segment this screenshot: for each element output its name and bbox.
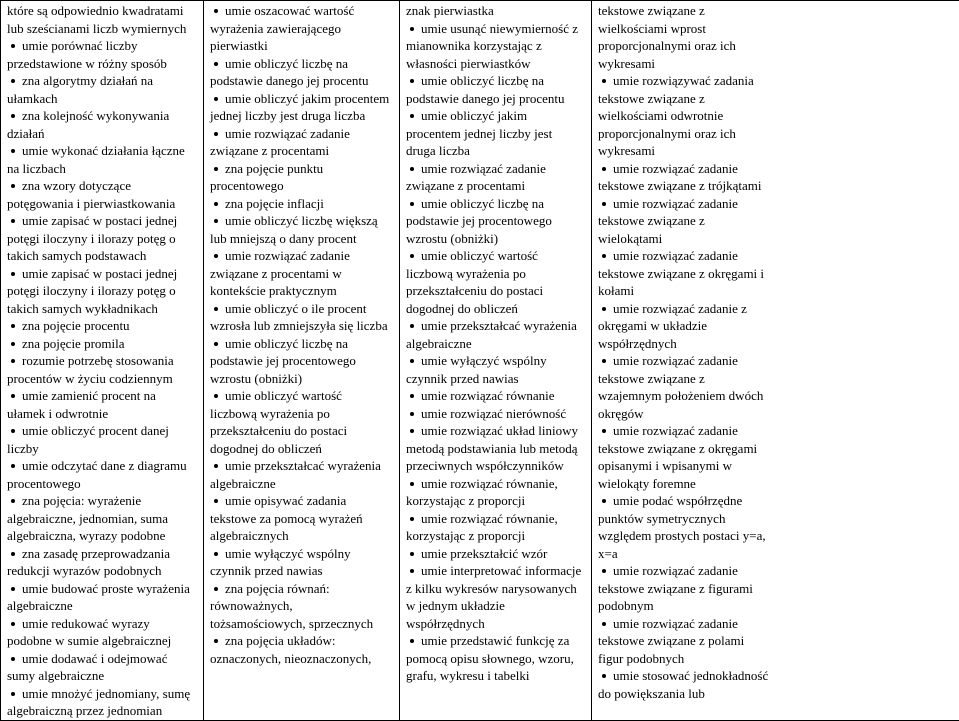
- requirement-item: [210, 247, 390, 300]
- requirement-item: [598, 247, 770, 300]
- requirement-item: [598, 352, 770, 422]
- requirement-item: [7, 335, 197, 353]
- requirement-item: [7, 317, 197, 335]
- requirement-item: [210, 492, 390, 545]
- bullet-icon: [214, 552, 218, 556]
- column-text: [7, 2, 197, 720]
- requirement-text: zna pojęcia: wyrażenie algebraiczne, jednomian, suma algebraiczna, wyrazy podobne: [7, 493, 168, 543]
- requirement-text: umie obliczyć liczbę na podstawie jej procentowego wzrostu (obniżki): [210, 336, 356, 386]
- requirement-text: umie rozwiązać zadanie tekstowe związane z okręgami opisanymi i wpisanymi w wielokąty foremne: [598, 423, 757, 491]
- requirement-item: [598, 667, 770, 702]
- bullet-icon: [11, 587, 15, 591]
- bullet-icon: [410, 202, 414, 206]
- bullet-icon: [11, 394, 15, 398]
- column-text: [406, 2, 584, 685]
- requirement-text: umie przedstawić funkcję za pomocą opisu słownego, wzoru, grafu, wykresu i tabelki: [406, 633, 574, 683]
- requirement-text: umie przekształcać wyrażenia algebraiczne: [210, 458, 381, 491]
- requirement-text: umie odczytać dane z diagramu procentowego: [7, 458, 187, 491]
- bullet-icon: [214, 639, 218, 643]
- requirements-column-1: [1, 1, 204, 721]
- bullet-icon: [410, 114, 414, 118]
- requirement-item: [210, 300, 390, 335]
- requirement-item: [406, 317, 584, 352]
- requirements-column-4: [592, 1, 959, 721]
- requirement-item: [7, 492, 197, 545]
- bullet-icon: [602, 429, 606, 433]
- requirement-item: [210, 195, 390, 213]
- requirement-item: [598, 160, 770, 195]
- requirement-item: [598, 422, 770, 492]
- requirement-text: umie usunąć niewymierność z mianownika korzystając z własności pierwiastków: [406, 21, 578, 71]
- bullet-icon: [410, 517, 414, 521]
- requirement-item: [406, 387, 584, 405]
- bullet-icon: [11, 342, 15, 346]
- bullet-icon: [602, 307, 606, 311]
- bullet-icon: [410, 412, 414, 416]
- requirement-item: [598, 615, 770, 668]
- bullet-icon: [410, 552, 414, 556]
- requirement-item: [210, 55, 390, 90]
- requirement-text: umie obliczyć liczbę na podstawie jej procentowego wzrostu (obniżki): [406, 196, 552, 246]
- requirement-text: umie wykonać działania łączne na liczbach: [7, 143, 185, 176]
- bullet-icon: [11, 622, 15, 626]
- requirement-item: [406, 107, 584, 160]
- requirement-item: [210, 125, 390, 160]
- requirement-item: [210, 387, 390, 457]
- bullet-icon: [410, 254, 414, 258]
- bullet-icon: [11, 657, 15, 661]
- bullet-icon: [410, 359, 414, 363]
- requirement-item: [7, 212, 197, 265]
- requirement-text: umie zapisać w postaci jednej potęgi iloczyny i ilorazy potęg o takich samych wykładnikach: [7, 266, 177, 316]
- bullet-icon: [11, 324, 15, 328]
- requirement-text: umie wyłączyć wspólny czynnik przed nawias: [406, 353, 547, 386]
- requirement-item: [7, 422, 197, 457]
- requirement-text: umie rozwiązywać zadania tekstowe związane z wielkościami odwrotnie proporcjonalnymi oraz ich wykresami: [598, 73, 754, 158]
- requirement-text: umie obliczyć jakim procentem jednej liczby jest druga liczba: [210, 91, 389, 124]
- bullet-icon: [214, 62, 218, 66]
- requirement-text: umie rozwiązać zadanie związane z procentami: [210, 126, 350, 159]
- bullet-icon: [11, 692, 15, 696]
- continued-item-text: znak pierwiastka: [406, 2, 584, 20]
- column-text: [598, 2, 770, 702]
- requirement-text: umie obliczyć liczbę na podstawie danego jej procentu: [406, 73, 564, 106]
- requirement-item: [7, 265, 197, 318]
- requirement-text: umie oszacować wartość wyrażenia zawierającego pierwiastki: [210, 3, 354, 53]
- requirement-item: [598, 72, 770, 160]
- requirement-text: umie dodawać i odejmować sumy algebraiczne: [7, 651, 167, 684]
- requirement-item: [210, 580, 390, 633]
- bullet-icon: [214, 97, 218, 101]
- requirements-row: [1, 1, 959, 721]
- requirement-item: [406, 545, 584, 563]
- requirement-text: umie rozwiązać zadanie tekstowe związane z wzajemnym położeniem dwóch okręgów: [598, 353, 763, 421]
- bullet-icon: [11, 272, 15, 276]
- requirement-item: [7, 72, 197, 107]
- requirement-item: [598, 300, 770, 353]
- requirements-column-2: [204, 1, 400, 721]
- requirement-text: umie podać współrzędne punktów symetrycznych względem prostych postaci y=a, x=a: [598, 493, 766, 561]
- bullet-icon: [602, 569, 606, 573]
- requirement-text: umie rozwiązać zadanie tekstowe związane z trójkątami: [598, 161, 762, 194]
- requirement-text: zna pojęcie punktu procentowego: [210, 161, 323, 194]
- requirement-text: umie obliczyć procent danej liczby: [7, 423, 169, 456]
- requirement-item: [7, 615, 197, 650]
- requirement-text: umie rozwiązać zadanie tekstowe związane z polami figur podobnych: [598, 616, 744, 666]
- requirement-item: [210, 335, 390, 388]
- bullet-icon: [214, 587, 218, 591]
- bullet-icon: [214, 132, 218, 136]
- requirement-item: [7, 177, 197, 212]
- bullet-icon: [11, 219, 15, 223]
- bullet-icon: [214, 394, 218, 398]
- requirement-item: [7, 650, 197, 685]
- bullet-icon: [410, 429, 414, 433]
- requirement-text: umie obliczyć jakim procentem jednej liczby jest druga liczba: [406, 108, 552, 158]
- requirement-text: zna zasadę przeprowadzania redukcji wyrazów podobnych: [7, 546, 170, 579]
- requirement-item: [7, 580, 197, 615]
- requirement-text: umie redukować wyrazy podobne w sumie algebraicznej: [7, 616, 171, 649]
- bullet-icon: [602, 622, 606, 626]
- bullet-icon: [410, 79, 414, 83]
- requirement-text: umie obliczyć o ile procent wzrosła lub zmniejszyła się liczba: [210, 301, 388, 334]
- bullet-icon: [410, 394, 414, 398]
- bullet-icon: [214, 342, 218, 346]
- requirement-item: [598, 195, 770, 248]
- requirement-text: umie rozwiązać zadanie tekstowe związane z wielokątami: [598, 196, 738, 246]
- requirement-item: [406, 195, 584, 248]
- requirement-item: [210, 90, 390, 125]
- continued-item-text: tekstowe związane z wielkościami wprost proporcjonalnymi oraz ich wykresami: [598, 2, 770, 72]
- requirement-text: zna algorytmy działań na ułamkach: [7, 73, 153, 106]
- requirement-item: [7, 545, 197, 580]
- requirement-item: [406, 405, 584, 423]
- requirement-text: zna pojęcie procentu: [22, 318, 130, 333]
- requirement-text: umie zamienić procent na ułamek i odwrotnie: [7, 388, 156, 421]
- requirement-text: umie obliczyć wartość liczbową wyrażenia po przekształceniu do postaci dogodnej do obliczeń: [406, 248, 543, 316]
- bullet-icon: [214, 167, 218, 171]
- requirement-text: rozumie potrzebę stosowania procentów w życiu codziennym: [7, 353, 174, 386]
- bullet-icon: [11, 359, 15, 363]
- requirement-text: zna pojęcie inflacji: [225, 196, 324, 211]
- requirement-item: [406, 352, 584, 387]
- requirement-item: [7, 387, 197, 422]
- requirement-text: umie interpretować informacje z kilku wykresów narysowanych w jednym układzie współrzędnych: [406, 563, 581, 631]
- requirement-text: umie rozwiązać zadanie związane z procentami w kontekście praktycznym: [210, 248, 350, 298]
- bullet-icon: [410, 167, 414, 171]
- requirement-text: umie wyłączyć wspólny czynnik przed nawias: [210, 546, 351, 579]
- bullet-icon: [214, 464, 218, 468]
- bullet-icon: [214, 9, 218, 13]
- bullet-icon: [410, 324, 414, 328]
- requirement-item: [406, 510, 584, 545]
- requirement-text: umie zapisać w postaci jednej potęgi iloczyny i ilorazy potęg o takich samych podstawach: [7, 213, 177, 263]
- requirement-item: [7, 142, 197, 177]
- bullet-icon: [602, 79, 606, 83]
- requirement-text: umie rozwiązać zadanie związane z procentami: [406, 161, 546, 194]
- requirement-item: [406, 247, 584, 317]
- requirement-item: [406, 20, 584, 73]
- bullet-icon: [410, 639, 414, 643]
- requirement-text: umie mnożyć jednomiany, sumę algebraiczną przez jednomian: [7, 686, 190, 719]
- bullet-icon: [410, 27, 414, 31]
- requirement-text: umie rozwiązać zadanie tekstowe związane z figurami podobnym: [598, 563, 753, 613]
- requirement-item: [210, 457, 390, 492]
- requirement-text: zna kolejność wykonywania działań: [7, 108, 169, 141]
- bullet-icon: [11, 79, 15, 83]
- bullet-icon: [602, 167, 606, 171]
- requirement-text: zna wzory dotyczące potęgowania i pierwiastkowania: [7, 178, 175, 211]
- requirement-text: umie opisywać zadania tekstowe za pomocą wyrażeń algebraicznych: [210, 493, 363, 543]
- bullet-icon: [11, 149, 15, 153]
- column-text: [210, 2, 390, 667]
- requirement-text: umie rozwiązać nierówność: [421, 406, 566, 421]
- requirement-item: [406, 72, 584, 107]
- requirement-item: [210, 545, 390, 580]
- requirement-text: zna pojęcie promila: [22, 336, 125, 351]
- requirement-text: umie stosować jednokładność do powiększania lub: [598, 668, 768, 701]
- bullet-icon: [11, 552, 15, 556]
- bullet-icon: [214, 254, 218, 258]
- bullet-icon: [214, 499, 218, 503]
- requirement-item: [7, 457, 197, 492]
- requirement-item: [406, 632, 584, 685]
- requirement-item: [210, 212, 390, 247]
- requirement-item: [406, 562, 584, 632]
- bullet-icon: [410, 569, 414, 573]
- bullet-icon: [602, 674, 606, 678]
- requirement-item: [7, 685, 197, 720]
- requirement-text: umie przekształcić wzór: [421, 546, 547, 561]
- requirement-item: [7, 37, 197, 72]
- bullet-icon: [11, 44, 15, 48]
- bullet-icon: [11, 499, 15, 503]
- requirement-text: umie rozwiązać równanie, korzystając z proporcji: [406, 511, 558, 544]
- bullet-icon: [214, 219, 218, 223]
- bullet-icon: [214, 202, 218, 206]
- requirement-item: [598, 492, 770, 562]
- requirement-text: umie przekształcać wyrażenia algebraiczne: [406, 318, 577, 351]
- requirement-item: [406, 422, 584, 475]
- requirement-text: umie obliczyć wartość liczbową wyrażenia po przekształceniu do postaci dogodnej do obliczeń: [210, 388, 347, 456]
- bullet-icon: [602, 202, 606, 206]
- bullet-icon: [410, 482, 414, 486]
- requirement-text: zna pojęcia układów: oznaczonych, nieoznaczonych,: [210, 633, 371, 666]
- requirement-text: umie porównać liczby przedstawione w różny sposób: [7, 38, 167, 71]
- requirements-column-3: [400, 1, 592, 721]
- requirement-item: [210, 2, 390, 55]
- requirement-text: umie rozwiązać zadanie tekstowe związane z okręgami i kołami: [598, 248, 764, 298]
- requirement-text: umie budować proste wyrażenia algebraiczne: [7, 581, 190, 614]
- bullet-icon: [11, 114, 15, 118]
- bullet-icon: [602, 499, 606, 503]
- bullet-icon: [602, 254, 606, 258]
- requirement-item: [406, 475, 584, 510]
- bullet-icon: [602, 359, 606, 363]
- requirement-text: umie obliczyć liczbę na podstawie danego jej procentu: [210, 56, 368, 89]
- requirement-text: umie obliczyć liczbę większą lub mniejszą o dany procent: [210, 213, 378, 246]
- requirement-item: [210, 160, 390, 195]
- bullet-icon: [11, 464, 15, 468]
- requirement-text: umie rozwiązać równanie, korzystając z proporcji: [406, 476, 558, 509]
- continued-item-text: które są odpowiednio kwadratami lub sześcianami liczb wymiernych: [7, 2, 197, 37]
- requirement-text: zna pojęcia równań: równoważnych, tożsamościowych, sprzecznych: [210, 581, 373, 631]
- requirement-item: [406, 160, 584, 195]
- requirement-text: umie rozwiązać układ liniowy metodą podstawiania lub metodą przeciwnych współczynników: [406, 423, 578, 473]
- bullet-icon: [11, 429, 15, 433]
- requirement-item: [210, 632, 390, 667]
- requirement-item: [598, 562, 770, 615]
- requirement-item: [7, 352, 197, 387]
- requirement-text: umie rozwiązać równanie: [421, 388, 555, 403]
- bullet-icon: [11, 184, 15, 188]
- requirement-item: [7, 107, 197, 142]
- requirement-text: umie rozwiązać zadanie z okręgami w układzie współrzędnych: [598, 301, 747, 351]
- bullet-icon: [214, 307, 218, 311]
